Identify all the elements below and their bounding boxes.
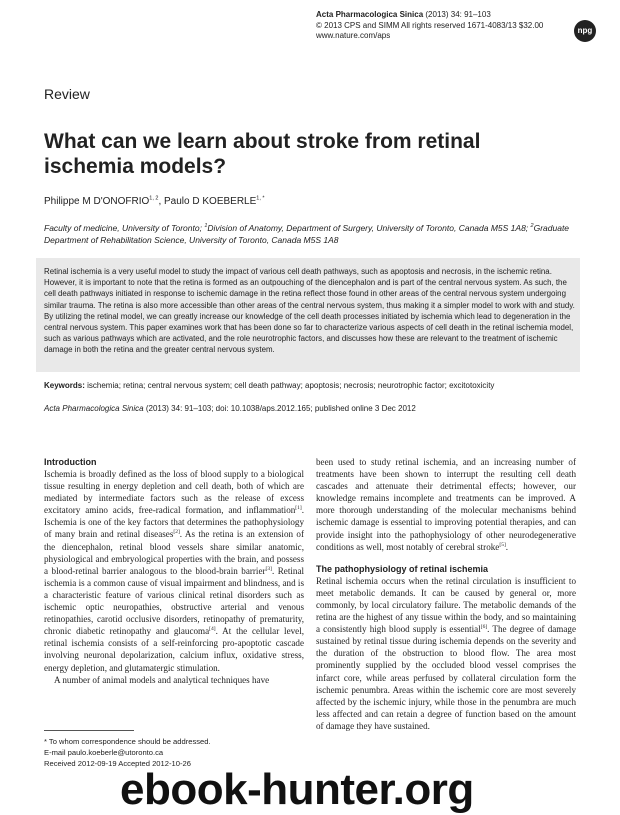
body-column-right [316,456,576,732]
body-text: . As the retina is an extension of the diencephalon, retinal blood vessels share similar anatomic, physiological and embryological properties with the brain, and possess a blood-retinal barrier analogous to the blood-brain barrier [44,529,304,576]
section-heading: The pathophysiology of retinal ischemia [316,563,489,574]
journal-header [316,10,543,42]
affiliation-text: Graduate Department of Rehabilitation Science, University of Toronto, Canada M5S 1A8 [44,223,570,245]
keywords-label: Keywords: [44,381,85,390]
author-separator: , [158,196,165,207]
body-text: Retinal ischemia occurs when the retinal circulation is insufficient to meet metabolic demands. It can be caused by general or, more commonly, by local circulatory failure. The metabolic demands of the retina are the highest of any tissue within the body, and so maintaining a consistently high blood supply is essential [316,575,576,635]
body-text: . The degree of damage sustained by retinal tissue during ischemia depends on the severity and the duration of the obstruction to blood flow. The area most prominently supplied by the occluded blood vessel comprises the infarct core, while areas perfused by collateral circulation form the ischemic penumbra. Areas within the ischemic core are most severely affected by the ischemic injury, while those in the penumbra are much less affected and can retain a degree of function based on the amount of damage they have sustained. [316,624,576,731]
body-column-left [44,456,304,686]
body-paragraph: A number of animal models and analytical techniques have [54,674,270,685]
body-text: . Ischemia is one of the key factors that determines the pathophysiology of many brain and retinal diseases [44,505,304,540]
correspondence-note: * To whom correspondence should be addressed. [44,737,211,746]
reference-mark[interactable]: [2] [173,529,180,536]
article-title: What can we learn about stroke from retinal ischemia models? [44,130,481,178]
section-heading: Introduction [44,457,97,467]
reference-mark[interactable]: [4] [209,626,216,633]
journal-issue: (2013) 34: 91–103 [425,10,491,19]
keywords-text: ischemia; retina; central nervous system; cell death pathway; apoptosis; necrosis; neurotrophic factor; excitotoxicity [84,381,495,390]
body-text: . [505,541,509,552]
citation-journal: Acta Pharmacologica Sinica [44,404,144,413]
reference-mark[interactable]: [3] [265,565,272,572]
citation-details: (2013) 34: 91–103; doi: 10.1038/aps.2012.165; published online 3 Dec 2012 [143,404,416,413]
body-paragraph [316,575,576,732]
journal-name: Acta Pharmacologica Sinica [316,10,424,19]
reference-mark[interactable]: [6] [480,624,488,631]
journal-url[interactable]: www.nature.com/aps [316,31,391,40]
watermark-text: ebook-hunter.org [120,765,474,814]
affiliation-text: Division of Anatomy, Department of Surgery, University of Toronto, Canada M5S 1A8; [207,223,531,233]
abstract: Retinal ischemia is a very useful model to study the impact of various cell death pathways, such as apoptosis and necrosis, in the ischemic retina. However, it is important to note that the retina is formed as an outpouching of the diencephalon and is part of the central nervous system. As such, the cell death pathways initiated in response to ischemic damage in the retina reflect those found in other areas of the central nervous system undergoing similar trauma. The retina is also more accessible than other areas of the central nervous system, thus making it a simpler model to work with and study. By utilizing the retinal model, we can greatly increase our knowledge of the cell death processes initiated by ischemia which lead to degeneration in the central nervous system. This paper examines work that has been done so far to characterize various aspects of cell death in the retinal ischemia model, such as various pathways which are activated, and the role neurotrophic factors, and discusses how these are relevant to the treatment of ischemic damage in both the retina and the greater central nervous system. [44,267,575,355]
body-text: . Retinal ischemia is a common cause of visual impairment and blindness, and is a characteristic feature of various clinical retinal disorders such as ischemic optic neuropathies, obstructive arterial and venous retinopathies, carotid occlusive disorders, retinopathy of prematurity, chronic diabetic retinopathy and glaucoma [44,565,305,637]
section-label: Review [44,86,90,102]
body-paragraph [44,468,304,674]
affiliation-mark: 2 [530,223,534,230]
keywords [44,381,580,390]
author-affiliation-mark: 1, * [256,195,265,202]
copyright-line: © 2013 CPS and SIMM All rights reserved 1671-4083/13 $32.00 [316,20,544,30]
footnote-divider [44,730,134,731]
affiliation-text: Faculty of medicine, University of Toronto; [44,223,205,233]
reference-mark[interactable]: [1] [295,505,302,512]
author-name: Paulo D KOEBERLE [164,196,257,207]
body-paragraph [316,456,576,553]
body-text: been used to study retinal ischemia, and an increasing number of treatments have been shown to interrupt the resulting cell death cascades and attenuate their detrimental effects; however, our knowledge remains incomplete and treatments can be improved. A more thorough understanding of the molecular mechanisms behind ischemic damage is essential to improving potential therapies, and can provide insight into the pathophysiology of other neurodegenerative conditions as well, most notably of cerebral stroke [316,457,576,552]
author-list [44,196,265,207]
received-accepted-dates: Received 2012-09-19 Accepted 2012-10-26 [44,759,191,768]
body-text: . At the cellular level, retinal ischemia consists of a self-reinforcing pro-apoptotic cascade involving neuronal depolarization, calcium influx, oxidative stress, energy depletion, and glutamatergic stimulation. [44,626,304,673]
citation-line [44,404,580,413]
body-text: Ischemia is broadly defined as the loss of blood supply to a biological tissue resulting in energy depletion and cell death, both of which are mediated by intermediate factors such as the release of excess excitatory amino acids, free-radical formation, and inflammation [44,469,304,516]
affiliations [44,222,580,246]
npg-logo-icon: npg [574,20,596,42]
author-name: Philippe M D'ONOFRIO [44,196,150,207]
author-affiliation-mark: 1, 2 [149,195,159,202]
reference-mark[interactable]: [5] [499,541,506,548]
correspondence-email[interactable]: E-mail paulo.koeberle@utoronto.ca [44,748,164,757]
affiliation-mark: 1 [204,223,208,230]
